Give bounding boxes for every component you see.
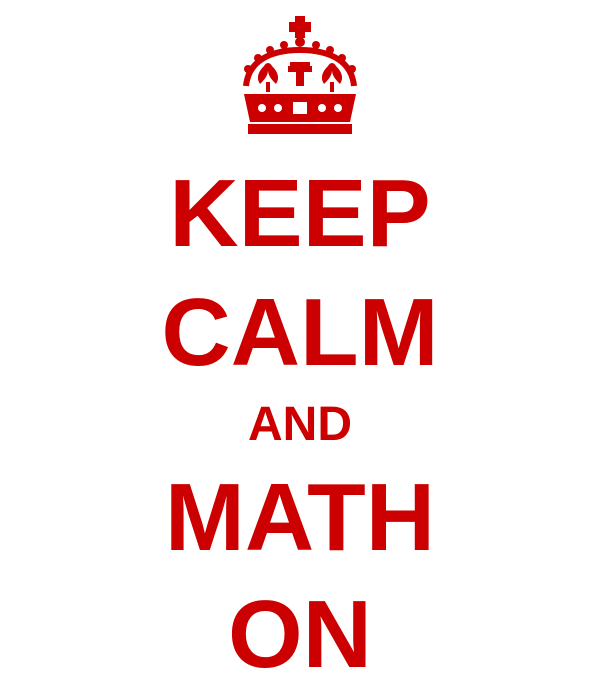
math-text: MATH xyxy=(164,464,436,571)
on-text: ON xyxy=(228,581,372,688)
and-text: AND xyxy=(248,398,352,451)
calm-text: CALM xyxy=(161,279,439,386)
crown-icon xyxy=(228,14,372,142)
keep-text: KEEP xyxy=(169,160,431,267)
